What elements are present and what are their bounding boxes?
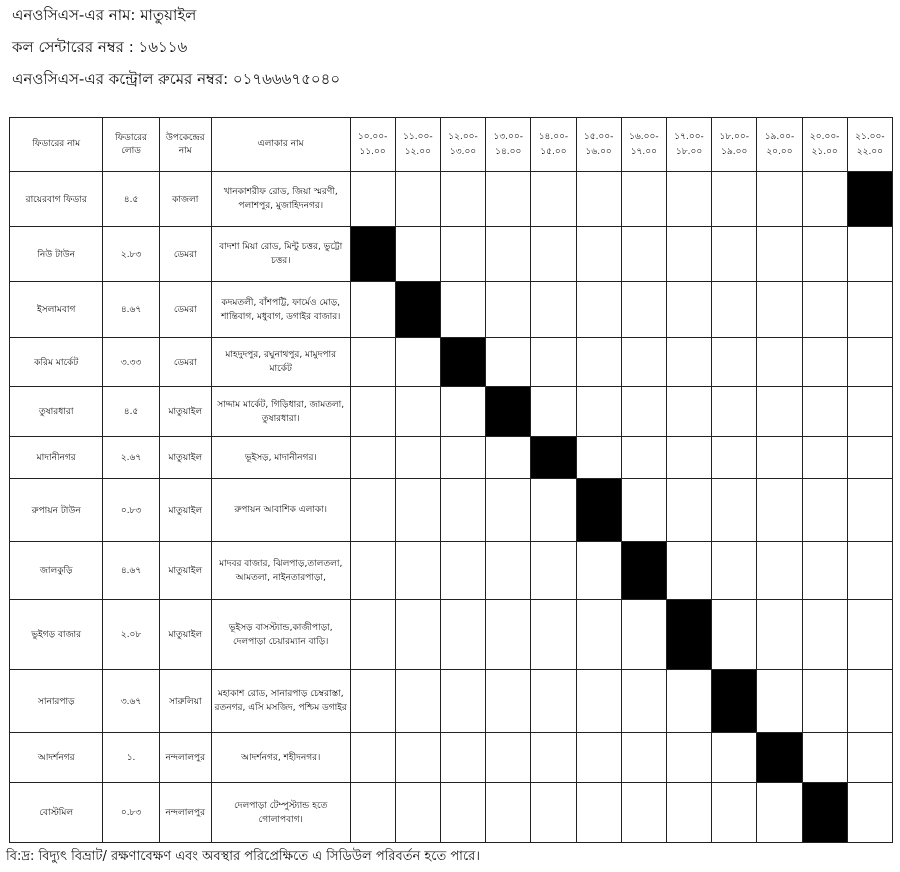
outage-slot-filled [531, 437, 576, 479]
area-name: দেলপাড়া টেম্পুস্ট্যান্ড হতে গোলাপবাগ। [211, 783, 350, 843]
slot-cell [531, 387, 576, 437]
area-name: সাদ্দাম মার্কেট, গিড়িধারা, জামতলা, তুষারধারা। [211, 387, 350, 437]
slot-cell [757, 783, 802, 843]
slot-cell [350, 338, 395, 387]
slot-cell [621, 172, 666, 227]
slot-cell [350, 387, 395, 437]
slot-cell [621, 282, 666, 338]
slot-cell [531, 783, 576, 843]
table-row [10, 282, 893, 338]
slot-cell [621, 387, 666, 437]
area-name: ভূইসড়, মাদানীনগর। [211, 437, 350, 479]
slot-cell [757, 338, 802, 387]
feeder-name: ভুইগড় বাজার [10, 600, 103, 670]
table-row [10, 338, 893, 387]
slot-cell [531, 600, 576, 670]
feeder-name: নিউ টাউন [10, 227, 103, 282]
slot-cell [486, 600, 531, 670]
col-time-slot: ২০.০০- ২১.০০ [802, 118, 847, 172]
slot-cell [802, 542, 847, 600]
slot-cell [440, 282, 485, 338]
slot-cell [395, 479, 440, 542]
area-name: আদর্শনগর, শহীদনগর। [211, 733, 350, 783]
slot-cell [531, 227, 576, 282]
col-time-slot: ১৯.০০- ২০.০০ [757, 118, 802, 172]
slot-cell [621, 733, 666, 783]
slot-cell [847, 479, 892, 542]
slot-cell [440, 600, 485, 670]
slot-cell [712, 227, 757, 282]
substation-name: সারুলিয়া [159, 670, 211, 733]
slot-cell [350, 733, 395, 783]
slot-cell [757, 479, 802, 542]
feeder-load: ৩.৩৩ [103, 338, 159, 387]
slot-cell [712, 282, 757, 338]
outage-slot-filled [621, 542, 666, 600]
slot-cell [531, 670, 576, 733]
slot-cell [712, 600, 757, 670]
slot-cell [666, 542, 711, 600]
area-name: ভূইসড় বাসস্ট্যান্ড,কাজীপাড়া, দেলপাড়া চেয়ারম্যান বাড়ি। [211, 600, 350, 670]
slot-cell [395, 600, 440, 670]
col-time-slot: ১১.০০- ১২.০০ [395, 118, 440, 172]
call-center-number: কল সেন্টারের নম্বর : ১৬১১৬ [12, 38, 188, 56]
slot-cell [666, 783, 711, 843]
col-time-slot: ১৬.০০- ১৭.০০ [621, 118, 666, 172]
slot-cell [802, 733, 847, 783]
feeder-load: ০.৮৩ [103, 783, 159, 843]
substation-name: মাতুয়াইল [159, 542, 211, 600]
slot-cell [576, 227, 621, 282]
feeder-load: ২.৮৩ [103, 227, 159, 282]
slot-cell [847, 600, 892, 670]
slot-cell [712, 338, 757, 387]
slot-cell [712, 437, 757, 479]
substation-name: নন্দলালপুর [159, 733, 211, 783]
table-row [10, 227, 893, 282]
feeder-name: ইসলামবাগ [10, 282, 103, 338]
slot-cell [486, 172, 531, 227]
feeder-load: ৪.৫ [103, 387, 159, 437]
slot-cell [440, 733, 485, 783]
col-feeder-name: ফিডারের নাম [10, 118, 103, 172]
slot-cell [486, 227, 531, 282]
slot-cell [576, 437, 621, 479]
slot-cell [802, 172, 847, 227]
col-time-slot: ১৪.০০- ১৫.০০ [531, 118, 576, 172]
slot-cell [486, 479, 531, 542]
slot-cell [576, 733, 621, 783]
slot-cell [486, 670, 531, 733]
slot-cell [847, 542, 892, 600]
slot-cell [712, 783, 757, 843]
slot-cell [757, 542, 802, 600]
slot-cell [621, 227, 666, 282]
col-time-slot: ১৩.০০- ১৪.০০ [486, 118, 531, 172]
feeder-load: ৪.৬৭ [103, 542, 159, 600]
slot-cell [576, 338, 621, 387]
slot-cell [621, 600, 666, 670]
col-time-slot: ১২.০০- ১৩.০০ [440, 118, 485, 172]
slot-cell [531, 172, 576, 227]
control-room-number: এনওসিএস-এর কন্ট্রোল রুমের নম্বর: ০১৭৬৬৬৭৫০৪০ [12, 70, 341, 88]
slot-cell [440, 387, 485, 437]
slot-cell [395, 670, 440, 733]
slot-cell [350, 479, 395, 542]
substation-name: কাজলা [159, 172, 211, 227]
slot-cell [621, 783, 666, 843]
slot-cell [440, 172, 485, 227]
slot-cell [712, 542, 757, 600]
area-name: কদমতলী, বাঁশপট্টি, ফার্মেও মোড়, শান্তিবাগ, মধুবাগ, ডগাইর বাজার। [211, 282, 350, 338]
slot-cell [802, 282, 847, 338]
slot-cell [531, 282, 576, 338]
slot-cell [666, 172, 711, 227]
table-row [10, 670, 893, 733]
feeder-load: ৩.৬৭ [103, 670, 159, 733]
table-row [10, 783, 893, 843]
slot-cell [350, 172, 395, 227]
slot-cell [621, 437, 666, 479]
slot-cell [712, 479, 757, 542]
feeder-load: ২.৬৭ [103, 437, 159, 479]
slot-cell [757, 600, 802, 670]
col-time-slot: ২১.০০- ২২.০০ [847, 118, 892, 172]
feeder-name: তুষারধারা [10, 387, 103, 437]
col-time-slot: ১৫.০০- ১৬.০০ [576, 118, 621, 172]
slot-cell [757, 172, 802, 227]
feeder-name: সানারপাড় [10, 670, 103, 733]
outage-slot-filled [757, 733, 802, 783]
slot-cell [486, 733, 531, 783]
slot-cell [802, 600, 847, 670]
col-feeder-load: ফিডারের লোড [103, 118, 159, 172]
slot-cell [847, 227, 892, 282]
slot-cell [350, 783, 395, 843]
slot-cell [847, 338, 892, 387]
slot-cell [350, 282, 395, 338]
slot-cell [531, 338, 576, 387]
slot-cell [666, 338, 711, 387]
area-name: মাদবর বাজার, ঝিলপাড়,তালতলা, আমতলা, নাইনতারপাড়া, [211, 542, 350, 600]
slot-cell [621, 670, 666, 733]
feeder-load: ২.০৮ [103, 600, 159, 670]
table-row [10, 479, 893, 542]
area-name: রুপায়ন আবাশিক এলাকা। [211, 479, 350, 542]
feeder-load: ৪.৫ [103, 172, 159, 227]
slot-cell [576, 783, 621, 843]
substation-name: ডেমরা [159, 338, 211, 387]
feeder-name: আদর্শনগর [10, 733, 103, 783]
slot-cell [757, 437, 802, 479]
slot-cell [576, 282, 621, 338]
table-row [10, 600, 893, 670]
feeder-name: রুপায়ন টাউন [10, 479, 103, 542]
slot-cell [395, 338, 440, 387]
slot-cell [666, 437, 711, 479]
slot-cell [757, 282, 802, 338]
slot-cell [440, 670, 485, 733]
slot-cell [712, 172, 757, 227]
feeder-name: জালকুড়ি [10, 542, 103, 600]
slot-cell [757, 387, 802, 437]
outage-slot-filled [395, 282, 440, 338]
slot-cell [531, 733, 576, 783]
slot-cell [440, 783, 485, 843]
substation-name: নন্দলালপুর [159, 783, 211, 843]
slot-cell [802, 387, 847, 437]
slot-cell [350, 437, 395, 479]
slot-cell [847, 282, 892, 338]
substation-name: মাতুয়াইল [159, 387, 211, 437]
slot-cell [350, 542, 395, 600]
outage-slot-filled [440, 338, 485, 387]
slot-cell [666, 479, 711, 542]
slot-cell [712, 387, 757, 437]
slot-cell [576, 172, 621, 227]
slot-cell [486, 783, 531, 843]
table-row [10, 172, 893, 227]
substation-name: মাতুয়াইল [159, 479, 211, 542]
header-row [10, 118, 893, 172]
slot-cell [531, 542, 576, 600]
outage-slot-filled [666, 600, 711, 670]
col-area: এলাকার নাম [211, 118, 350, 172]
outage-slot-filled [712, 670, 757, 733]
table-row [10, 733, 893, 783]
slot-cell [666, 282, 711, 338]
table-row [10, 542, 893, 600]
substation-name: ডেমরা [159, 282, 211, 338]
footnote: বি:দ্র: বিদ্যুৎ বিভ্রাট/ রক্ষণাবেক্ষণ এবং অবস্থার পরিপ্রেক্ষিতে এ সিডিউল পরিবর্তন হতে পারে। [6, 849, 480, 864]
slot-cell [486, 338, 531, 387]
slot-cell [666, 733, 711, 783]
outage-slot-filled [350, 227, 395, 282]
slot-cell [350, 670, 395, 733]
substation-name: মাতুয়াইল [159, 437, 211, 479]
feeder-name: করিম মার্কেট [10, 338, 103, 387]
slot-cell [802, 670, 847, 733]
col-time-slot: ১৮.০০- ১৯.০০ [712, 118, 757, 172]
feeder-load: ১. [103, 733, 159, 783]
substation-name: ডেমরা [159, 227, 211, 282]
slot-cell [621, 479, 666, 542]
nesco-name: এনওসিএস-এর নাম: মাতুয়াইল [12, 6, 197, 24]
slot-cell [395, 733, 440, 783]
slot-cell [440, 542, 485, 600]
table-row [10, 437, 893, 479]
slot-cell [440, 479, 485, 542]
slot-cell [802, 479, 847, 542]
slot-cell [440, 437, 485, 479]
slot-cell [350, 600, 395, 670]
outage-slot-filled [847, 172, 892, 227]
outage-slot-filled [486, 387, 531, 437]
slot-cell [757, 670, 802, 733]
load-shedding-schedule-table [9, 117, 893, 843]
slot-cell [847, 670, 892, 733]
col-substation: উপকেন্দ্রের নাম [159, 118, 211, 172]
slot-cell [486, 282, 531, 338]
col-time-slot: ১০.০০- ১১.০০ [350, 118, 395, 172]
slot-cell [440, 227, 485, 282]
slot-cell [666, 387, 711, 437]
slot-cell [847, 733, 892, 783]
area-name: মহাকাশ রোড, সানারপাড় চেম্বরাস্তা, রতনগর, এসি মসজিদ, পশ্চিম ডগাইর [211, 670, 350, 733]
feeder-name: মাদানীনগর [10, 437, 103, 479]
feeder-load: ০.৮৩ [103, 479, 159, 542]
slot-cell [666, 670, 711, 733]
slot-cell [802, 227, 847, 282]
slot-cell [486, 542, 531, 600]
slot-cell [531, 479, 576, 542]
outage-slot-filled [576, 479, 621, 542]
slot-cell [395, 542, 440, 600]
slot-cell [395, 227, 440, 282]
slot-cell [576, 670, 621, 733]
slot-cell [666, 227, 711, 282]
slot-cell [576, 600, 621, 670]
slot-cell [847, 387, 892, 437]
slot-cell [802, 338, 847, 387]
slot-cell [712, 733, 757, 783]
substation-name: মাতুয়াইল [159, 600, 211, 670]
feeder-name: বোস্টমিল [10, 783, 103, 843]
area-name: খানকাশরীফ রোড, জিয়া স্মরণী, পলাশপুর, মুজাহিদনগর। [211, 172, 350, 227]
slot-cell [395, 387, 440, 437]
col-time-slot: ১৭.০০- ১৮.০০ [666, 118, 711, 172]
outage-slot-filled [802, 783, 847, 843]
slot-cell [486, 437, 531, 479]
slot-cell [576, 387, 621, 437]
area-name: বাদশা মিয়া রোড, মিন্টু চত্তর, ভুট্টো চত্তর। [211, 227, 350, 282]
slot-cell [802, 437, 847, 479]
feeder-load: ৪.৬৭ [103, 282, 159, 338]
slot-cell [621, 338, 666, 387]
slot-cell [395, 437, 440, 479]
slot-cell [576, 542, 621, 600]
table-row [10, 387, 893, 437]
slot-cell [395, 783, 440, 843]
area-name: মাহদুদপুর, রঘুনাথপুর, মামুদপার মার্কেট [211, 338, 350, 387]
slot-cell [395, 172, 440, 227]
slot-cell [847, 783, 892, 843]
slot-cell [757, 227, 802, 282]
slot-cell [847, 437, 892, 479]
feeder-name: রায়েরবাগ ফিডার [10, 172, 103, 227]
